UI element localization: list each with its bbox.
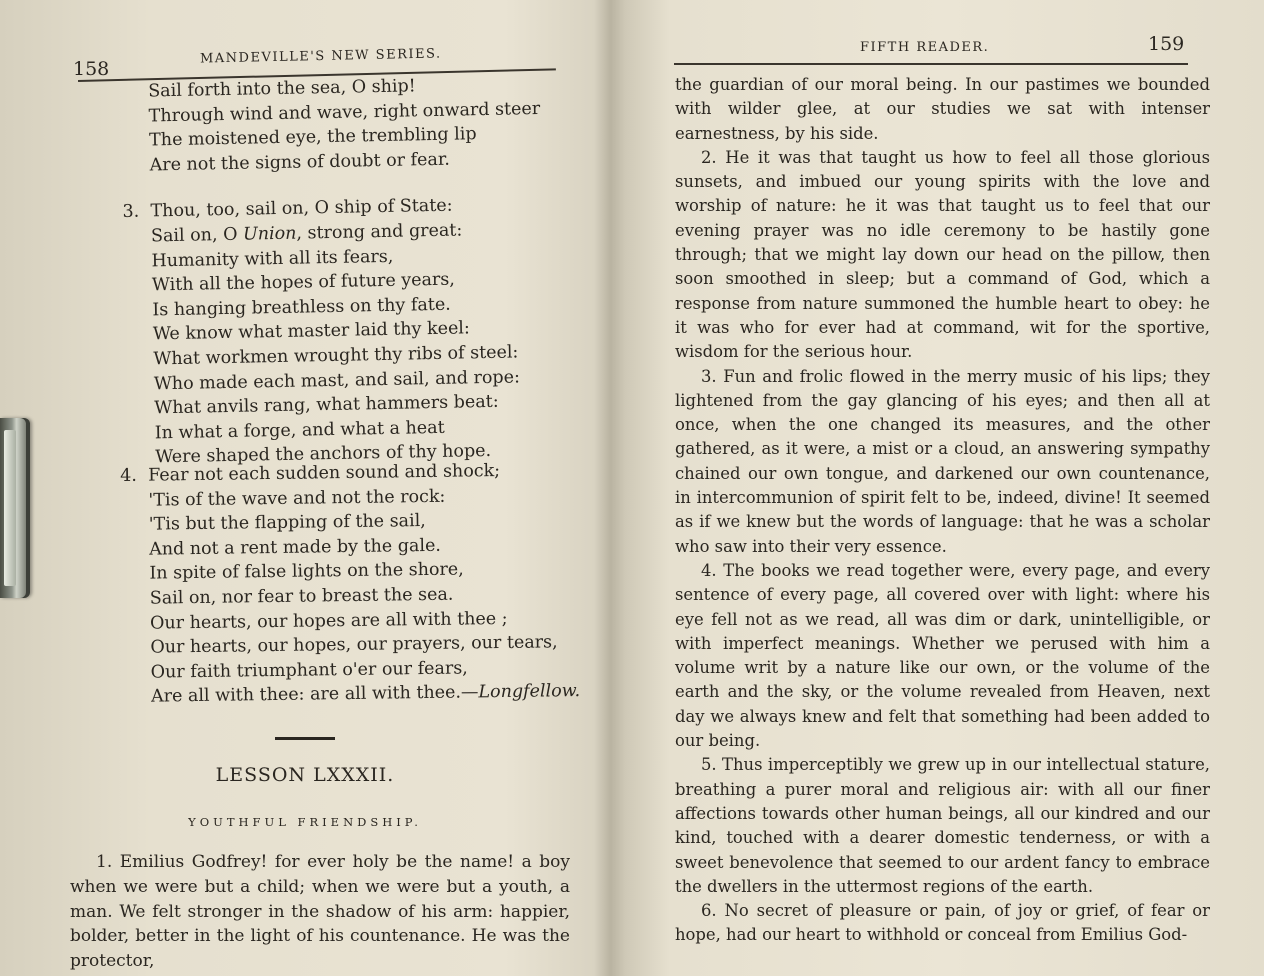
binder-clip-highlight <box>4 430 16 586</box>
paragraph: 6. No secret of pleasure or pain, of joy or grief, of fear or hope, had our heart to withhold or conceal from Emilius God- <box>675 901 1210 945</box>
poem-stanza-opening <box>120 71 592 178</box>
poem-line-text: Fear not each sudden sound and shock; <box>148 461 501 486</box>
poem-line-text: Thou, too, sail on, O ship of State: <box>150 196 453 222</box>
poem-line: 'Tis but the flapping of the sail, <box>148 511 426 535</box>
poem-attribution: Longfellow. <box>478 681 581 703</box>
running-header-left: MANDEVILLE'S NEW SERIES. <box>199 46 442 67</box>
lesson-body-right <box>675 73 1210 948</box>
paragraph: 2. He it was that taught us how to feel all those glorious sunsets, and imbued our young spirits with the love and worship of nature: he it was that taught us to feel that our evening prayer was no idle ceremony to be hastily gone through; that we might lay down our head on the pillow, then soon smoothed in sleep; but a command of God, which a response from nature summoned the humble heart to obey: he it was who for ever had at command, wit for the sportive, wisdom for the serious hour. <box>675 147 1210 362</box>
poem-line: And not a rent made by the gale. <box>148 535 442 560</box>
section-divider <box>275 737 335 740</box>
poem-line-text: Sail on, O <box>150 224 244 247</box>
poem-stanza-3 <box>122 191 597 471</box>
poem-line: We know what master laid thy keel: <box>152 318 471 345</box>
poem-line: Our faith triumphant o'er our fears, <box>150 658 468 683</box>
poem-line: Humanity with all its fears, <box>151 246 394 271</box>
binder-clip <box>0 418 30 598</box>
stanza-number: 4. <box>120 465 137 486</box>
poem-line: Our hearts, our hopes are all with thee ; <box>149 608 508 634</box>
poem-line: Is hanging breathless on thy fate. <box>152 294 451 321</box>
lesson-subtitle: YOUTHFUL FRIENDSHIP. <box>188 815 422 829</box>
poem-stanza-4 <box>120 458 593 710</box>
poem-line: Our hearts, our hopes, our prayers, our tears, <box>150 632 558 658</box>
poem-line: The moistened eye, the trembling lip <box>148 124 477 151</box>
poem-line: With all the hopes of future years, <box>151 269 456 296</box>
header-rule-right <box>674 63 1188 65</box>
paragraph: 1. Emilius Godfrey! for ever holy be the name! a boy when we were but a child; when we were but a youth, a man. We felt stronger in the shadow of his arm: happier, bolder, better in the light of his countenance. He was the protector, <box>70 852 570 972</box>
paragraph-continuation: the guardian of our moral being. In our pastimes we bounded with wilder glee, at our studies we sat with intenser earnestness, by his side. <box>675 75 1210 143</box>
stanza-number: 3. <box>122 202 140 223</box>
poem-line-final <box>123 679 593 710</box>
poem-line: What anvils rang, what hammers beat: <box>154 391 499 419</box>
poem-line: Were shaped the anchors of thy hope. <box>155 441 492 468</box>
lesson-body-left <box>70 850 570 974</box>
poem-line: What workmen wrought thy ribs of steel: <box>153 342 519 370</box>
poem-line: In what a forge, and what a heat <box>154 417 445 444</box>
poem-upper <box>120 71 598 487</box>
paragraph: 3. Fun and frolic flowed in the merry music of his lips; they lightened from the gay glancing of his eyes; and then all at once, when the one changed its measures, and the other gathered, as it were, a mist or a cloud, an answering sympathy chained our own tongue, and darkened our own countenance, in intercommunion of spirit felt to be, indeed, divine! It seemed as if we knew but the words of language: that he was a scholar who saw into their very essence. <box>675 366 1210 556</box>
poem-line: Are not the signs of doubt or fear. <box>149 149 451 176</box>
poem-line: In spite of false lights on the shore, <box>149 559 464 584</box>
paragraph: 4. The books we read together were, every page, and every sentence of every page, all covered over with light: where his eye fell not as we read, all was dim or dark, unintelligible, or with imperfect meanings. Whether we perused with him a volume writ by a nature like our own, or the volume of the earth and the sky, or the volume revealed from Heaven, next day we always knew and felt that something had been added to our being. <box>675 560 1210 751</box>
paragraph: 5. Thus imperceptibly we grew up in our intellectual stature, breathing a purer moral and religious air: with all our finer affections towards other human beings, all our kindred and our kind, touched with a dearer domestic tenderness, or with a sweet benevolence that seemed to our ardent fancy to embrace the dwellers in the uttermost regions of the earth. <box>675 755 1210 896</box>
lesson-title: LESSON LXXXII. <box>215 764 395 786</box>
poem-line: Through wind and wave, right onward steer <box>148 98 541 127</box>
poem-line: Sail forth into the sea, O ship! <box>148 76 416 102</box>
page-number-right: 159 <box>1148 33 1185 55</box>
left-page <box>0 0 610 976</box>
poem-line: Who made each mast, and sail, and rope: <box>153 366 521 394</box>
poem-line-text: Are all with thee: are all with thee.— <box>150 682 479 707</box>
poem-line-text: , strong and great: <box>296 220 463 244</box>
poem-line: 'Tis of the wave and not the rock: <box>148 486 446 511</box>
page-number-left: 158 <box>73 58 110 80</box>
poem-lower <box>120 458 593 726</box>
poem-italic-word: Union <box>242 223 297 245</box>
poem-line: Sail on, nor fear to breast the sea. <box>149 584 454 609</box>
running-header-right: FIFTH READER. <box>860 40 990 55</box>
